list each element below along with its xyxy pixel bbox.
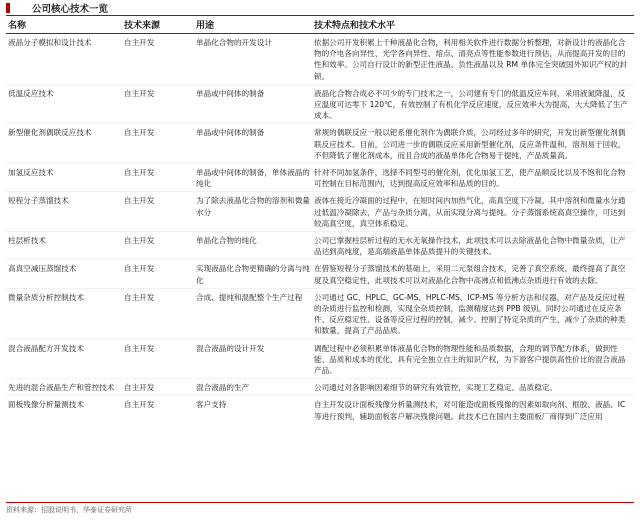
cell-features: 依据公司开发积累上千种液晶化合物，利用相关软件进行数据分析整理，对新设计的液晶化合物的介电各向异性、光学各向异性、熔点、清亮点等性能参数进行预估，从而提高开发的目的性和效率。公司自行设计的新型正性液晶、负性液晶以及 RM 单体完全突破国外知识产权的封锁。 [314, 38, 627, 81]
cell-name: 加氢反应技术 [8, 168, 54, 178]
cell-usage: 单晶化合物的开发设计 [196, 38, 272, 47]
cell-name: 高真空减压蒸馏技术 [8, 264, 77, 274]
cell-source: 自主开发 [124, 196, 155, 206]
cell-usage: 合成、提纯和混配整个生产过程 [196, 292, 303, 302]
cell-source: 自主开发 [124, 128, 155, 138]
cell-source: 自主开发 [124, 343, 155, 353]
table-header [6, 17, 634, 34]
table-title-bar [6, 0, 634, 15]
cell-name: 面板残像分析量测技术 [8, 400, 84, 410]
cell-source: 自主开发 [124, 400, 155, 410]
cell-usage: 客户支持 [196, 400, 227, 410]
header-source: 技术来源 [122, 17, 194, 34]
cell-features: 公司通过对各影响因素细节的研究有效管控，实现工艺稳定、品质稳定。 [314, 383, 557, 393]
title-accent-mark [6, 3, 10, 13]
table-row [6, 339, 634, 379]
cell-name: 微量杂质分析控制技术 [8, 292, 84, 302]
table-row [6, 34, 634, 85]
header-features: 技术特点和技术水平 [312, 17, 634, 34]
core-tech-table [6, 17, 634, 424]
table-row [6, 288, 634, 339]
cell-features: 常规的偶联反应一般以钯系催化剂作为偶联介质，公司经过多年的研究，开发出新型催化剂偶联反应技术。目前，公司进一步的偶联反应采用新型催化剂，反应条件温和，溶剂易于回收，不但降低了催化剂成本，而且合成的液晶单体化合物易于提纯，产品质量高。 [314, 128, 626, 160]
table-row [6, 84, 634, 124]
cell-name: 新型催化剂偶联反应技术 [8, 128, 92, 138]
cell-features: 针对不同加氢条件，选择不同型号的催化剂，优化加氢工艺，使产品顺反比以及不饱和化合物可控制在目标范围内，达到提高反应效率和品质的目的。 [314, 168, 626, 189]
cell-name: 混合液晶配方开发技术 [8, 343, 84, 353]
cell-source: 自主开发 [124, 88, 155, 98]
cell-features: 在借鉴短程分子蒸馏技术的基础上，采用二元泵组合技术，完善了真空系统，最终提高了真空度及真空稳定性，此项技术可以对液晶化合物中高沸点和低沸点杂质进行有效的去除。 [314, 264, 626, 285]
cell-usage: 实现液晶化合物更精确的分离与纯化 [196, 264, 310, 285]
header-usage: 用途 [194, 17, 312, 34]
cell-usage: 单晶化合物的纯化 [196, 236, 257, 246]
cell-usage: 混合液晶的生产 [196, 383, 250, 393]
cell-name: 短程分子蒸馏技术 [8, 196, 69, 206]
cell-name: 柱层析技术 [8, 236, 46, 246]
table-body [6, 34, 634, 424]
table-row [6, 232, 634, 260]
header-row [6, 17, 634, 34]
footer-divider [6, 502, 634, 503]
cell-features: 公司通过 GC、HPLC、GC-MS、HPLC-MS、ICP-MS 等分析方法和仪器，对产品及反应过程的杂质进行监控和检测，实现全杂质控制，监测精度达到 PPB 级别。同时公司通过在反应条件、反应稳定性、设备等反应过程的控制，减少、控制了特定杂质的产生，减少了杂质的种类和数量，提高了产品品质。 [314, 292, 626, 336]
page-title: 公司核心技术一览 [32, 4, 109, 15]
cell-name: 先进的混合液晶生产和管控技术 [8, 383, 115, 393]
cell-source: 自主开发 [124, 292, 155, 302]
cell-features: 自主开发设计面板残像分析量测技术，对可能造成面板残像的因素如取向剂、框胶、液晶、IC 等进行预判，辅助面板客户解决残像问题。此技术已在国内主要面板厂商得到广泛应用 [314, 400, 626, 421]
cell-features: 液体在接近冷凝面的过程中，在短时间内加热气化，高真空度下冷凝，其中溶剂和微量水分通过低温冷凝除去，产品与杂质分离，从而实现分离与提纯。分子蒸馏系统高真空操作，可达到较高真空度，真空体系稳定。 [314, 196, 626, 228]
table-row [6, 192, 634, 232]
cell-usage: 混合液晶的设计开发 [196, 343, 265, 353]
table-row [6, 379, 634, 396]
cell-features: 公司已掌握柱层析过程的无水无氧操作技术，此项技术可以去除液晶化合物中微量杂质，让产品达到高纯度，是高端液晶单体品质提升的关键技术。 [314, 236, 626, 257]
cell-usage: 单晶或中间体的制备 [196, 88, 265, 98]
cell-features: 调配过程中必须积累单体液晶化合物的物理性能和品质数据，合理的调节配方体系，做到性能、品质和成本的优化，具有完全独立自主的知识产权，为下游客户提供高性价比的混合液晶产品。 [314, 343, 626, 376]
table-row [6, 396, 634, 424]
cell-source: 自主开发 [124, 383, 155, 393]
cell-source: 自主开发 [124, 236, 155, 246]
cell-name: 液晶分子模拟和设计技术 [8, 38, 92, 47]
cell-name: 低温反应技术 [8, 88, 54, 98]
cell-source: 自主开发 [124, 38, 155, 47]
cell-source: 自主开发 [124, 168, 155, 178]
header-name: 名称 [6, 17, 122, 34]
table-row [6, 124, 634, 164]
source-note: 资料来源：招股说明书，华泰证券研究所 [6, 506, 132, 514]
cell-source: 自主开发 [124, 264, 155, 274]
title-divider [6, 15, 634, 16]
cell-usage: 为了除去液晶化合物的溶剂和微量水分 [196, 196, 310, 217]
cell-features: 液晶化合物合成必不可少的专门技术之一，公司建有专门的低温反应车间，采用液氮降温，反应温度可达零下 120℃，有效控制了有机化学反应速度，反应效率大为提高，大大降低了生产成本。 [314, 88, 628, 121]
table-row [6, 260, 634, 288]
table-row [6, 164, 634, 192]
cell-usage: 单晶或中间体的制备 [196, 128, 265, 138]
cell-usage: 单晶或中间体的制备，单体液晶的纯化 [196, 168, 310, 189]
